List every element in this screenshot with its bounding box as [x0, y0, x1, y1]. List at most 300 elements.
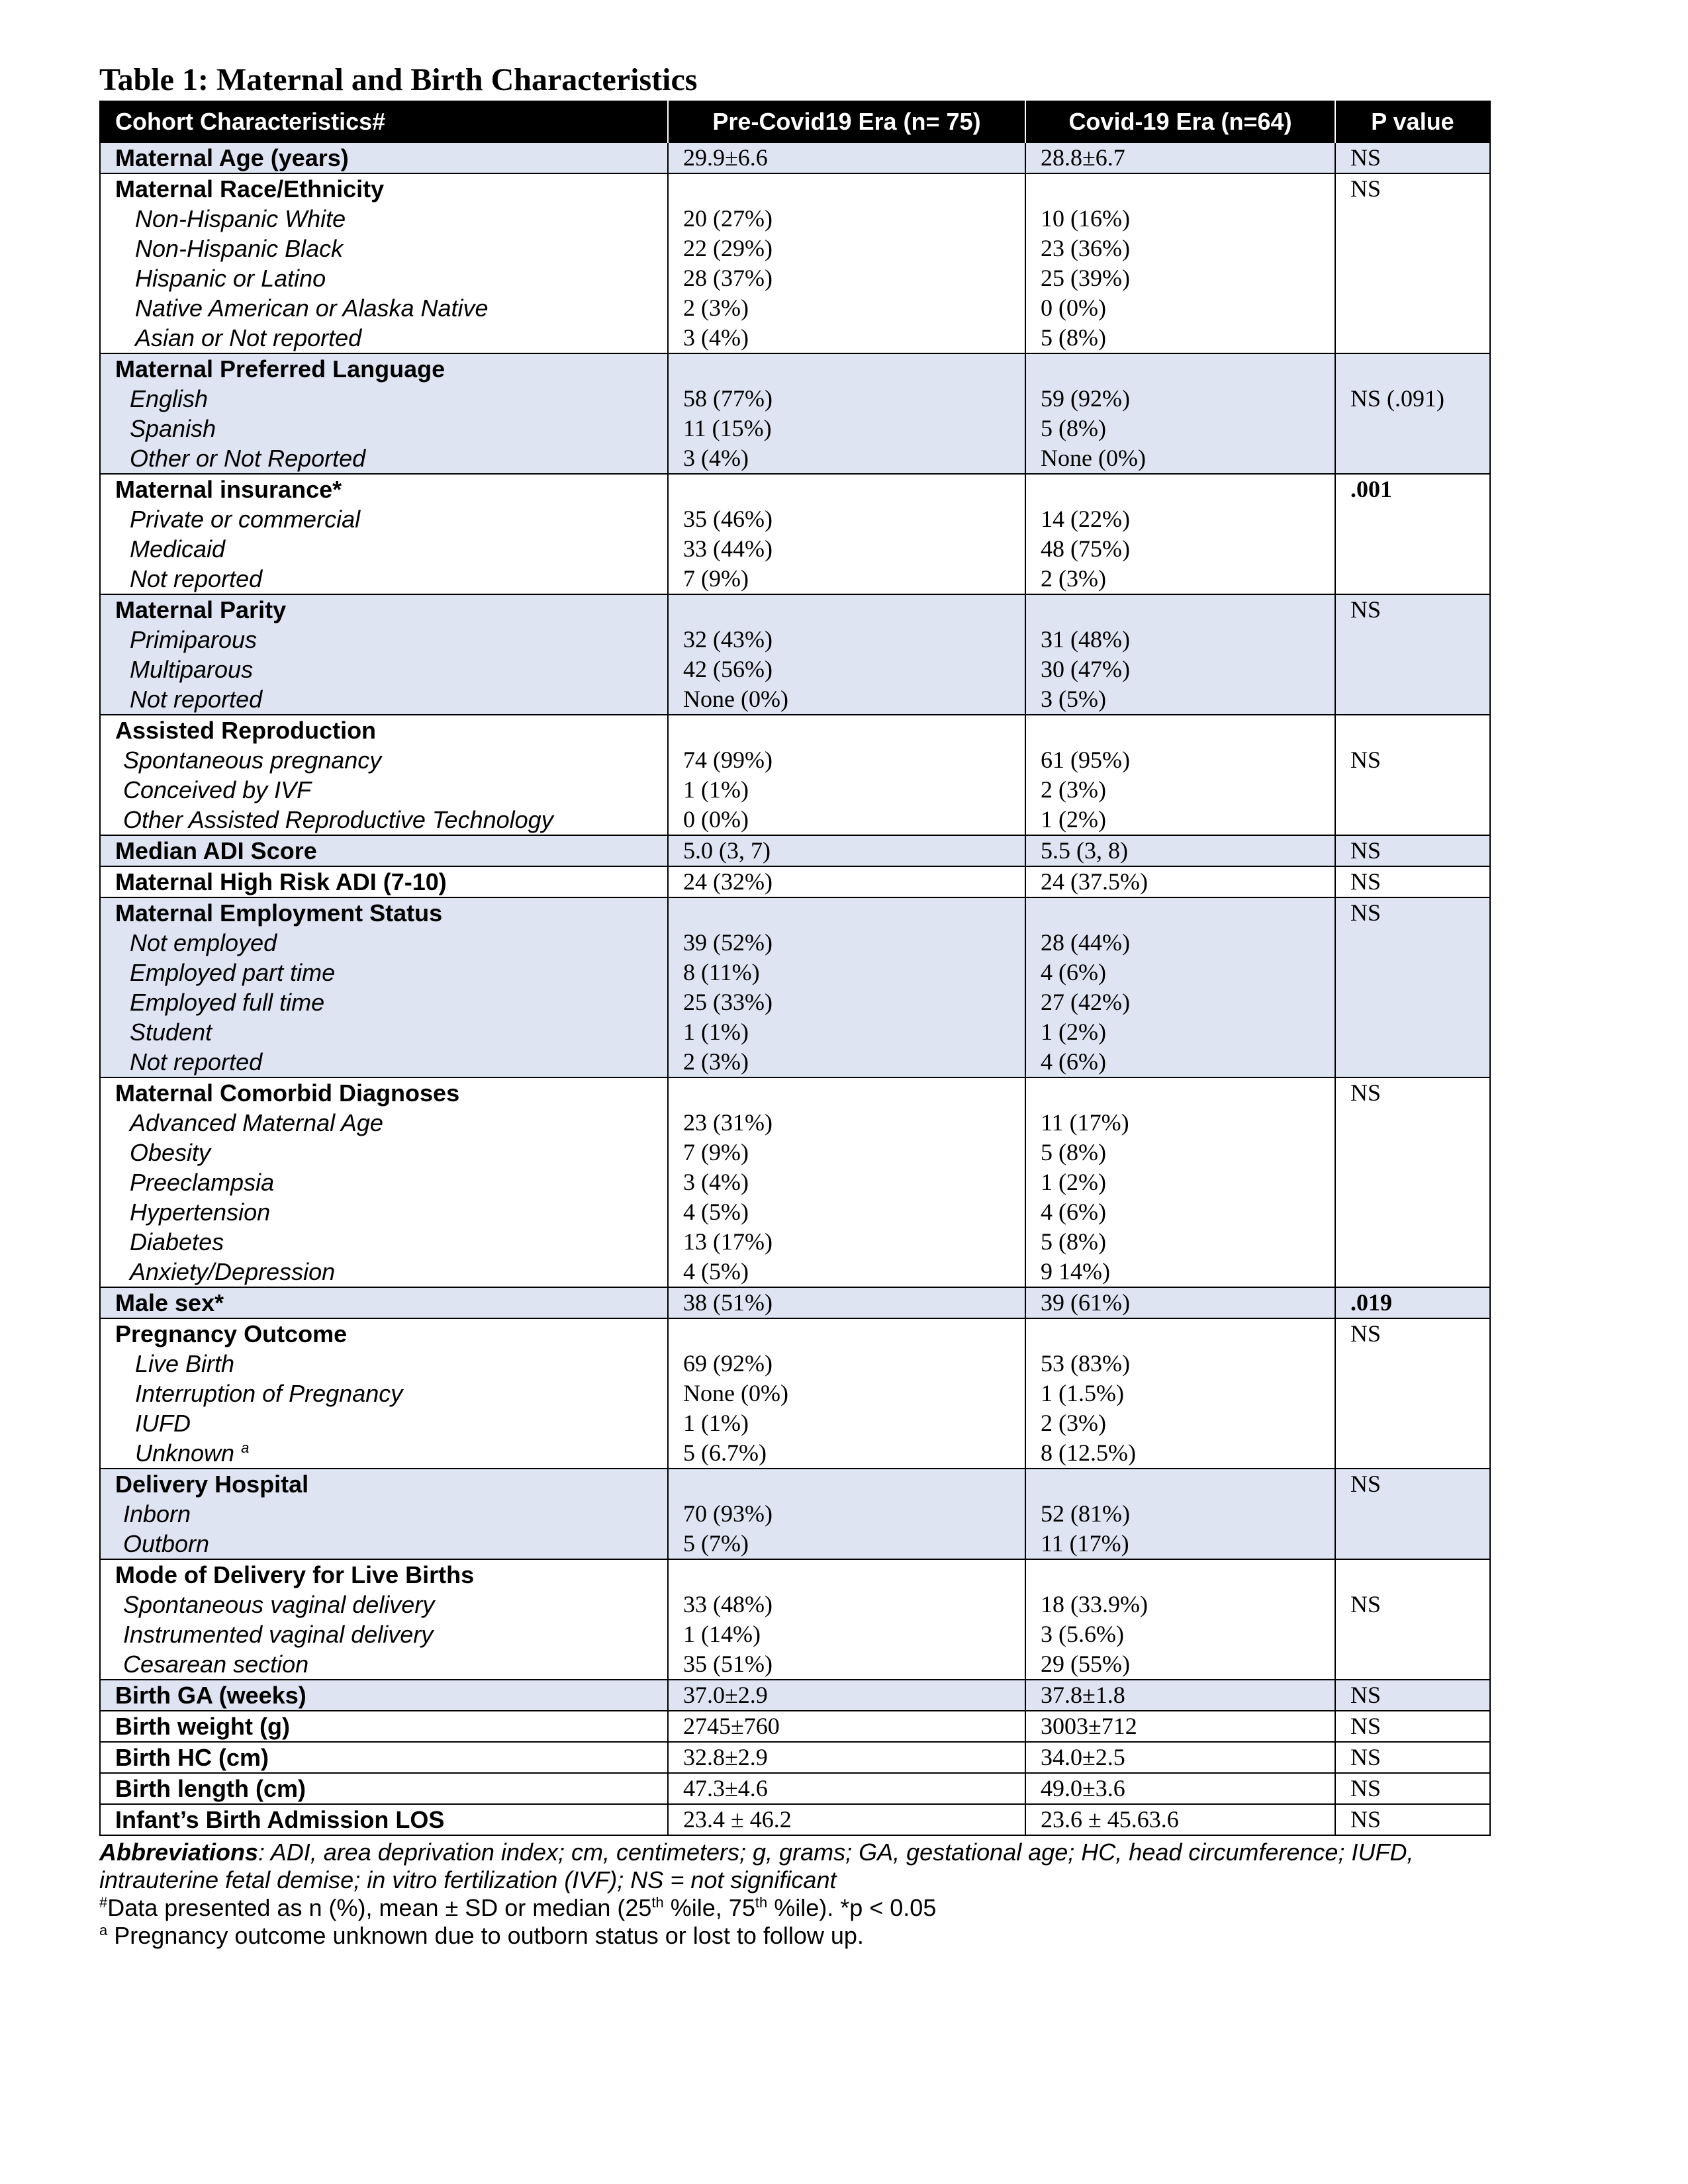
value-text — [1026, 475, 1335, 504]
value-text: 1 (1%) — [683, 1410, 749, 1436]
pre-covid-cell — [668, 715, 1025, 835]
value-text: 4 (6%) — [1041, 1199, 1106, 1225]
p-value-cell — [1335, 1287, 1490, 1318]
group-title: Maternal High Risk ADI (7-10) — [115, 868, 447, 895]
table-row — [100, 1742, 1490, 1773]
sub-label-text: Hypertension — [130, 1199, 271, 1226]
value-text: 74 (99%) — [683, 747, 773, 773]
sub-label-text: Student — [130, 1019, 212, 1046]
value-text: 11 (17%) — [1041, 1109, 1129, 1136]
table-row — [100, 1469, 1490, 1559]
pre-covid-cell — [668, 866, 1025, 897]
value-text: NS — [1350, 868, 1382, 895]
covid-cell — [1025, 1469, 1335, 1559]
value-text: 29.9±6.6 — [683, 144, 768, 171]
value-text — [1336, 504, 1489, 534]
sub-label — [101, 204, 667, 234]
group-title: Median ADI Score — [115, 837, 317, 864]
value-text — [1336, 1408, 1489, 1438]
value-text: 5 (8%) — [1041, 1139, 1106, 1165]
value-text: NS — [1350, 837, 1382, 864]
value-text: NS — [1350, 899, 1382, 926]
sub-label-text: Not reported — [130, 565, 263, 592]
sub-label — [101, 384, 667, 414]
sub-label — [101, 504, 667, 534]
value-text: NS — [1350, 1079, 1382, 1106]
value-text: None (0%) — [1041, 445, 1146, 471]
table-title: Table 1: Maternal and Birth Characteristics — [99, 62, 698, 97]
value-text: 27 (42%) — [1041, 989, 1130, 1015]
table-row — [100, 1559, 1490, 1680]
value-text: NS — [1350, 1682, 1382, 1708]
value-text: NS — [1350, 1713, 1382, 1739]
value-text: 22 (29%) — [683, 235, 773, 261]
value-text — [1336, 1167, 1489, 1197]
value-text: 2 (3%) — [1041, 1410, 1106, 1436]
value-text — [1336, 715, 1489, 745]
characteristic-cell — [100, 835, 668, 866]
sub-label — [101, 534, 667, 564]
group-title: Birth GA (weeks) — [115, 1682, 306, 1709]
value-text — [1336, 1438, 1489, 1468]
covid-cell — [1025, 835, 1335, 866]
sub-label — [101, 1379, 667, 1408]
value-text: 24 (37.5%) — [1041, 868, 1148, 895]
value-text: 69 (92%) — [683, 1350, 773, 1377]
pre-covid-cell — [668, 594, 1025, 715]
value-text — [1336, 1649, 1489, 1679]
value-text: NS — [1350, 1320, 1382, 1347]
value-text — [1336, 564, 1489, 594]
pre-covid-cell — [668, 173, 1025, 353]
table-row — [100, 142, 1490, 173]
value-text: 48 (75%) — [1041, 535, 1130, 562]
sub-label — [101, 564, 667, 594]
value-text: 5 (6.7%) — [683, 1439, 767, 1466]
group-title: Birth HC (cm) — [115, 1744, 269, 1771]
value-text: 1 (14%) — [683, 1621, 761, 1647]
characteristic-cell — [100, 866, 668, 897]
sub-label — [101, 323, 667, 353]
group-title: Maternal Race/Ethnicity — [115, 175, 385, 203]
value-text: 25 (39%) — [1041, 265, 1130, 291]
group-title: Delivery Hospital — [115, 1471, 309, 1498]
sub-label-text: Not reported — [130, 1048, 263, 1075]
sub-label — [101, 263, 667, 293]
table-row — [100, 1804, 1490, 1835]
value-text — [1026, 1078, 1335, 1108]
covid-cell — [1025, 1559, 1335, 1680]
value-text — [1336, 625, 1489, 655]
value-text: NS — [1350, 1471, 1382, 1497]
value-text — [1336, 958, 1489, 987]
value-text: NS — [1350, 1591, 1382, 1617]
sub-label-text: Asian or Not reported — [135, 324, 362, 351]
group-title: Infant’s Birth Admission LOS — [115, 1806, 445, 1833]
covid-cell — [1025, 1711, 1335, 1742]
group-title: Maternal Age (years) — [115, 144, 349, 171]
characteristic-cell — [100, 1287, 668, 1318]
value-text: 33 (44%) — [683, 535, 773, 562]
value-text — [669, 174, 1025, 204]
table-header-row — [100, 101, 1490, 142]
group-title: Maternal Employment Status — [115, 899, 443, 927]
pre-covid-cell — [668, 1287, 1025, 1318]
value-text: 3 (4%) — [683, 445, 749, 471]
sub-label — [101, 1197, 667, 1227]
value-text: 8 (11%) — [683, 959, 760, 985]
table-row — [100, 1773, 1490, 1804]
value-text — [1336, 1379, 1489, 1408]
sub-label-text: Native American or Alaska Native — [135, 295, 489, 322]
value-text: 3 (4%) — [683, 1169, 749, 1195]
value-text — [1336, 1227, 1489, 1257]
value-text: NS — [1350, 596, 1382, 623]
value-text — [1336, 1138, 1489, 1167]
value-text: 28.8±6.7 — [1041, 144, 1125, 171]
value-text: 7 (9%) — [683, 565, 749, 592]
sub-label-text: Other Assisted Reproductive Technology — [123, 806, 553, 833]
sub-label — [101, 414, 667, 443]
value-text: 11 (15%) — [683, 415, 772, 441]
value-text: 4 (5%) — [683, 1258, 749, 1285]
pre-covid-cell — [668, 1742, 1025, 1773]
data-presentation-note — [99, 1894, 1489, 1922]
value-text — [1336, 204, 1489, 234]
sub-label — [101, 1649, 667, 1679]
characteristic-cell — [100, 474, 668, 594]
group-title: Mode of Delivery for Live Births — [115, 1561, 475, 1588]
value-text: 23.6 ± 45.63.6 — [1041, 1806, 1179, 1833]
value-text — [669, 354, 1025, 384]
sub-label — [101, 1138, 667, 1167]
value-text — [1026, 1560, 1335, 1590]
value-text — [1336, 1047, 1489, 1077]
pre-covid-cell — [668, 1318, 1025, 1469]
pre-covid-cell — [668, 1773, 1025, 1804]
p-value-cell — [1335, 353, 1490, 474]
p-value-cell — [1335, 1469, 1490, 1559]
value-text: 4 (5%) — [683, 1199, 749, 1225]
sub-label — [101, 775, 667, 805]
pre-covid-cell — [668, 1559, 1025, 1680]
value-text — [1336, 234, 1489, 263]
value-text: 25 (33%) — [683, 989, 773, 1015]
value-text: 5 (8%) — [1041, 415, 1106, 441]
value-text — [1026, 595, 1335, 625]
value-text: 5.0 (3, 7) — [683, 837, 771, 864]
sub-label — [101, 684, 667, 714]
sub-label-text: IUFD — [135, 1410, 191, 1437]
value-text — [1336, 414, 1489, 443]
covid-cell — [1025, 1742, 1335, 1773]
covid-cell — [1025, 897, 1335, 1077]
characteristic-cell — [100, 1469, 668, 1559]
value-text — [1336, 684, 1489, 714]
footnote-a-text: Pregnancy outcome unknown due to outborn status or lost to follow up. — [107, 1922, 864, 1949]
characteristic-cell — [100, 1711, 668, 1742]
value-text: 18 (33.9%) — [1041, 1591, 1148, 1617]
value-text: NS — [1350, 747, 1382, 773]
value-text: 0 (0%) — [1041, 295, 1106, 321]
value-text: 31 (48%) — [1041, 626, 1130, 653]
p-value-cell — [1335, 1773, 1490, 1804]
value-text: 34.0±2.5 — [1041, 1744, 1125, 1770]
p-value-cell — [1335, 173, 1490, 353]
value-text: 5 (8%) — [1041, 324, 1106, 351]
pre-covid-cell — [668, 474, 1025, 594]
value-text: 14 (22%) — [1041, 506, 1130, 532]
value-text: 1 (1.5%) — [1041, 1380, 1124, 1406]
value-text: 7 (9%) — [683, 1139, 749, 1165]
value-text: 35 (51%) — [683, 1651, 773, 1677]
sub-label-text: Employed part time — [130, 959, 336, 986]
value-text: NS — [1350, 144, 1382, 171]
sub-label — [101, 1017, 667, 1047]
sub-label — [101, 1108, 667, 1138]
table-row — [100, 715, 1490, 835]
value-text — [1026, 715, 1335, 745]
p-value-cell — [1335, 594, 1490, 715]
hash-mark: # — [99, 1894, 108, 1911]
sub-label — [101, 625, 667, 655]
sub-label — [101, 1408, 667, 1438]
table-footnotes — [99, 1839, 1489, 1950]
value-text: 49.0±3.6 — [1041, 1775, 1125, 1801]
table-row — [100, 1711, 1490, 1742]
sub-label — [101, 1047, 667, 1077]
header-covid: Covid-19 Era (n=64) — [1025, 101, 1335, 142]
value-text — [1026, 898, 1335, 928]
table-row — [100, 1077, 1490, 1287]
abbreviations-text: : ADI, area deprivation index; cm, centimeters; g, grams; GA, gestational age; HC, head circumference; IUFD, intrauterine fetal demise; in vitro fertilization (IVF); NS = not significant — [99, 1839, 1414, 1893]
footnote-marker: a — [241, 1439, 250, 1456]
pre-covid-cell — [668, 835, 1025, 866]
sub-label-text: Unknown — [135, 1439, 235, 1467]
sub-label-text: Advanced Maternal Age — [130, 1109, 383, 1136]
covid-cell — [1025, 715, 1335, 835]
sub-label-text: Spontaneous vaginal delivery — [123, 1591, 435, 1618]
sub-label-text: Non-Hispanic Black — [135, 235, 344, 262]
value-text: 23 (31%) — [683, 1109, 773, 1136]
value-text — [1336, 534, 1489, 564]
sub-label — [101, 987, 667, 1017]
p-value-cell — [1335, 1711, 1490, 1742]
group-title: Maternal Comorbid Diagnoses — [115, 1079, 460, 1107]
characteristic-cell — [100, 1773, 668, 1804]
outcome-footnote — [99, 1922, 1489, 1950]
value-text — [1336, 1560, 1489, 1590]
value-text: .001 — [1350, 476, 1392, 502]
value-text: 4 (6%) — [1041, 1048, 1106, 1075]
sub-label-text: Medicaid — [130, 535, 226, 563]
value-text: 28 (44%) — [1041, 929, 1130, 956]
pre-covid-cell — [668, 142, 1025, 173]
sub-label-text: Primiparous — [130, 626, 258, 653]
table-row — [100, 897, 1490, 1077]
value-text: 30 (47%) — [1041, 656, 1130, 682]
value-text: 70 (93%) — [683, 1500, 773, 1527]
value-text: NS — [1350, 175, 1382, 202]
value-text: 1 (2%) — [1041, 1169, 1106, 1195]
value-text — [669, 715, 1025, 745]
pre-covid-cell — [668, 897, 1025, 1077]
sub-label-text: Other or Not Reported — [130, 445, 366, 472]
value-text — [1336, 805, 1489, 835]
value-text: None (0%) — [683, 1380, 788, 1406]
sub-label-text: Non-Hispanic White — [135, 205, 346, 232]
value-text: 58 (77%) — [683, 385, 773, 412]
sub-label — [101, 1529, 667, 1559]
value-text — [669, 1469, 1025, 1499]
value-text: 5 (8%) — [1041, 1228, 1106, 1255]
sub-label — [101, 1499, 667, 1529]
table-row — [100, 1680, 1490, 1711]
table-row — [100, 474, 1490, 594]
p-value-cell — [1335, 835, 1490, 866]
value-text: 9 14%) — [1041, 1258, 1110, 1285]
sub-label-text: Spanish — [130, 415, 216, 442]
sub-label — [101, 655, 667, 684]
covid-cell — [1025, 353, 1335, 474]
value-text: 23 (36%) — [1041, 235, 1130, 261]
pre-covid-cell — [668, 1711, 1025, 1742]
characteristic-cell — [100, 353, 668, 474]
characteristic-cell — [100, 715, 668, 835]
p-value-cell — [1335, 715, 1490, 835]
sub-label-text: Inborn — [123, 1500, 191, 1527]
value-text: 2 (3%) — [683, 1048, 749, 1075]
sub-label-text: Preeclampsia — [130, 1169, 275, 1196]
sub-label — [101, 1438, 667, 1468]
value-text: 2 (3%) — [1041, 565, 1106, 592]
value-text — [1336, 928, 1489, 958]
sub-label — [101, 745, 667, 775]
sub-label — [101, 234, 667, 263]
sub-label-text: Anxiety/Depression — [130, 1258, 336, 1285]
characteristic-cell — [100, 594, 668, 715]
value-text — [669, 898, 1025, 928]
value-text: 1 (1%) — [683, 1019, 749, 1045]
sub-label-text: Spontaneous pregnancy — [123, 747, 382, 774]
covid-cell — [1025, 1077, 1335, 1287]
p-value-cell — [1335, 1742, 1490, 1773]
value-text: 1 (2%) — [1041, 806, 1106, 833]
value-text: 2 (3%) — [683, 295, 749, 321]
value-text: 37.0±2.9 — [683, 1682, 768, 1708]
table-row — [100, 353, 1490, 474]
group-title: Birth weight (g) — [115, 1713, 290, 1740]
covid-cell — [1025, 1773, 1335, 1804]
value-text — [1336, 1349, 1489, 1379]
sub-label-text: Conceived by IVF — [123, 776, 312, 803]
value-text: 3003±712 — [1041, 1713, 1137, 1739]
value-text — [1026, 1469, 1335, 1499]
covid-cell — [1025, 1318, 1335, 1469]
p-value-cell — [1335, 142, 1490, 173]
covid-cell — [1025, 1287, 1335, 1318]
characteristic-cell — [100, 1804, 668, 1835]
data-note-text: Data presented as n (%), mean ± SD or median (25 — [107, 1894, 652, 1921]
header-characteristics: Cohort Characteristics# — [100, 101, 668, 142]
value-text: NS (.091) — [1350, 385, 1444, 412]
sub-label-text: Outborn — [123, 1530, 210, 1557]
pre-covid-cell — [668, 1469, 1025, 1559]
value-text — [669, 475, 1025, 504]
sub-label-text: Cesarean section — [123, 1651, 309, 1678]
value-text — [1336, 775, 1489, 805]
pre-covid-cell — [668, 1077, 1025, 1287]
sub-label — [101, 293, 667, 323]
covid-cell — [1025, 594, 1335, 715]
value-text — [1336, 1619, 1489, 1649]
value-text: 59 (92%) — [1041, 385, 1130, 412]
covid-cell — [1025, 474, 1335, 594]
pre-covid-cell — [668, 353, 1025, 474]
value-text: 35 (46%) — [683, 506, 773, 532]
table-row — [100, 1318, 1490, 1469]
sub-label-text: Live Birth — [135, 1350, 235, 1377]
covid-cell — [1025, 1680, 1335, 1711]
value-text: NS — [1350, 1744, 1382, 1770]
characteristic-cell — [100, 1077, 668, 1287]
value-text: 29 (55%) — [1041, 1651, 1130, 1677]
sub-label — [101, 1619, 667, 1649]
value-text: 53 (83%) — [1041, 1350, 1130, 1377]
value-text: 20 (27%) — [683, 205, 773, 232]
sub-label-text: Multiparous — [130, 656, 254, 683]
value-text: 8 (12.5%) — [1041, 1439, 1136, 1466]
group-title: Pregnancy Outcome — [115, 1320, 348, 1347]
p-value-cell — [1335, 1804, 1490, 1835]
data-note-text: %ile). *p < 0.05 — [767, 1894, 937, 1921]
value-text: 1 (2%) — [1041, 1019, 1106, 1045]
characteristic-cell — [100, 897, 668, 1077]
value-text — [1336, 987, 1489, 1017]
value-text: 61 (95%) — [1041, 747, 1130, 773]
value-text — [1336, 263, 1489, 293]
value-text: 5 (7%) — [683, 1530, 749, 1557]
sub-label-text: Hispanic or Latino — [135, 265, 326, 292]
group-title: Assisted Reproduction — [115, 717, 377, 744]
value-text: 32.8±2.9 — [683, 1744, 768, 1770]
abbreviations-note — [99, 1839, 1489, 1894]
sub-label — [101, 1349, 667, 1379]
covid-cell — [1025, 142, 1335, 173]
table-row — [100, 1287, 1490, 1318]
value-text: 47.3±4.6 — [683, 1775, 768, 1801]
sub-label — [101, 1257, 667, 1287]
characteristic-cell — [100, 1742, 668, 1773]
value-text — [1026, 1319, 1335, 1349]
value-text — [669, 1078, 1025, 1108]
value-text: .019 — [1350, 1289, 1392, 1316]
group-title: Birth length (cm) — [115, 1775, 306, 1802]
p-value-cell — [1335, 1559, 1490, 1680]
value-text: 33 (48%) — [683, 1591, 773, 1617]
sub-label-text: Private or commercial — [130, 506, 361, 533]
characteristic-cell — [100, 1318, 668, 1469]
sub-label-text: Obesity — [130, 1139, 211, 1166]
covid-cell — [1025, 866, 1335, 897]
table-body — [100, 142, 1490, 1835]
value-text — [669, 1319, 1025, 1349]
abbreviations-label: Abbreviations — [99, 1839, 259, 1866]
sub-label — [101, 928, 667, 958]
p-value-cell — [1335, 897, 1490, 1077]
value-text: 38 (51%) — [683, 1289, 773, 1316]
sub-label-text: Instrumented vaginal delivery — [123, 1621, 434, 1648]
